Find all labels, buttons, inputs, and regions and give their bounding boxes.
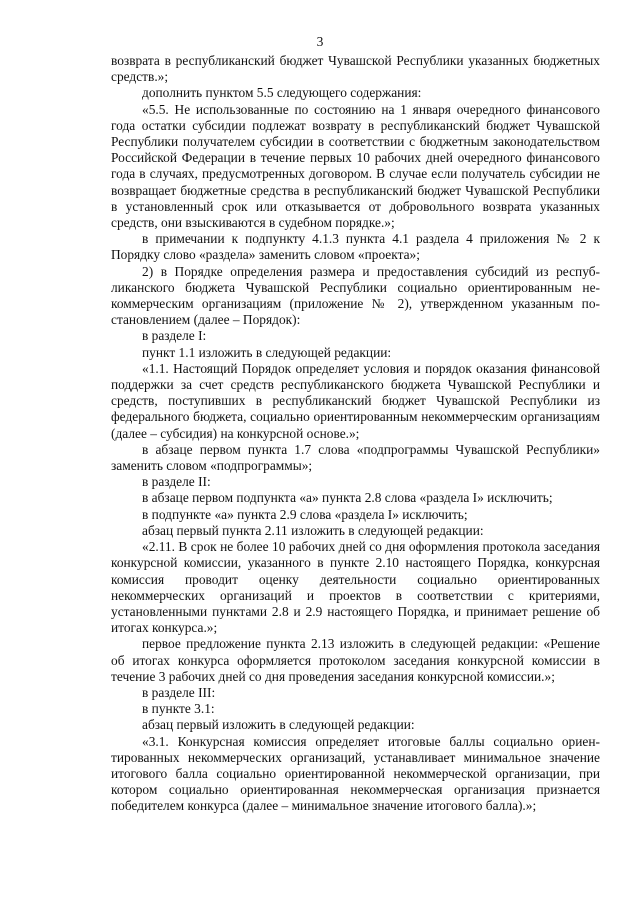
paragraph: в разделе III: [142,684,216,700]
paragraph: «5.5. Не использованные по состоянию на 1 января очередного финансового года остатки субсидии подлежат возврату в республиканский бюджет Чувашской Республики получателем субсидии в соответствии с бюджетным законодательством Российской Федерации в течение первых 10 рабочих дней очередного финансового года в случаях, предусмотренных договором. В случае если получатель субсидии не возвращает бюджетные средства в республиканский бюджет Чувашской Республики в установленный срок или отказывается от добровольного возврата указанных средств, они взыскиваются в судебном порядке.»; [111,101,600,231]
paragraph-continuation: возврата в республиканский бюджет Чувашской Республики указанных бюджетных средств.»; [111,53,600,85]
paragraph: 2) в Порядке определения размера и предоставления субсидий из республиканского бюджета Чувашской Республики социально ориентированным некоммерческим организациям (приложение № 2), утвержденном указанным постановлением (далее – Порядок): [111,263,600,328]
paragraph: в примечании к подпункту 4.1.3 пункта 4.1 раздела 4 приложения № 2 к Порядку слово «раздела» заменить словом «проекта»; [111,231,600,263]
document-body [111,53,600,815]
paragraph: «1.1. Настоящий Порядок определяет условия и порядок оказания финансовой поддержки за счет средств республиканского бюджета Чувашской Республики и средств, поступивших в республиканский бюджет Чувашской Республики из федерального бюджета, социально ориентированным некоммерческим организациям (далее – субсидия) на конкурсной основе.»; [111,360,600,441]
paragraph: в пункте 3.1: [142,701,215,717]
paragraph: «3.1. Конкурсная комиссия определяет итоговые баллы социально ориентированных некоммерческих организаций, устанавливает минимальное значение итогового балла социально ориентированной некоммерческой организации, при котором социально ориентированная некоммерческая организация признается победителем конкурса (далее – минимальное значение итогового балла).»; [111,733,600,814]
paragraph: в абзаце первом подпункта «а» пункта 2.8 слова «раздела I» исключить; [142,490,553,506]
paragraph: абзац первый изложить в следующей редакции: [142,717,415,733]
paragraph: первое предложение пункта 2.13 изложить в следующей редакции: «Решение об итогах конкурса оформляется протоколом заседания конкурсной комиссии в течение 3 рабочих дней со дня проведения заседания конкурсной комиссии.»; [111,636,600,684]
paragraph: в разделе I: [142,328,207,344]
page-number: 3 [316,34,324,49]
paragraph: абзац первый пункта 2.11 изложить в следующей редакции: [142,522,484,538]
paragraph: «2.11. В срок не более 10 рабочих дней со дня оформления протокола заседания конкурсной комиссии, указанного в пункте 2.10 настоящего Порядка, конкурсная комиссия проводит оценку деятельности социально ориентированных некоммерческих организаций и проектов в соответствии с критериями, установленными пунктами 2.8 и 2.9 настоящего Порядка, и принимает решение об итогах конкурса.»; [111,539,600,636]
paragraph: пункт 1.1 изложить в следующей редакции: [142,344,392,360]
paragraph: дополнить пунктом 5.5 следующего содержания: [142,85,422,101]
paragraph: в абзаце первом пункта 1.7 слова «подпрограммы Чувашской Республики» заменить словом «подпрограммы»; [111,441,600,474]
paragraph: в разделе II: [142,474,211,490]
paragraph: в подпункте «а» пункта 2.9 слова «раздела I» исключить; [142,506,468,522]
